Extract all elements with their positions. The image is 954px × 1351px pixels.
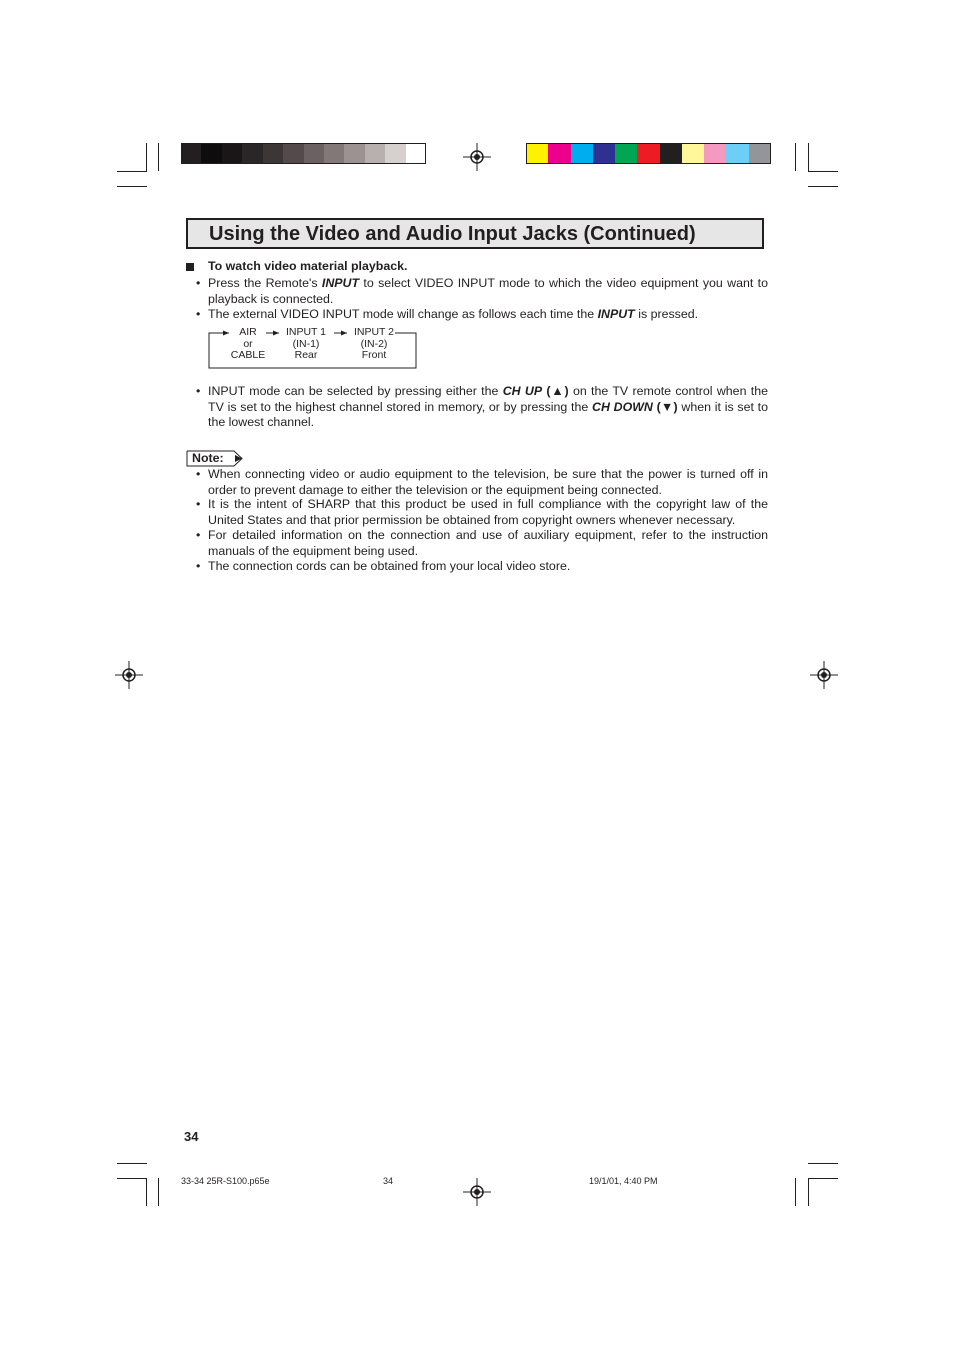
- ch-up-label: CH UP: [502, 384, 543, 398]
- bullet-icon: •: [196, 497, 201, 511]
- diagram-node-line: AIR: [239, 326, 257, 338]
- crop-mark: [808, 171, 838, 172]
- input-key-label: INPUT: [321, 276, 360, 290]
- bullet-icon: •: [196, 307, 201, 321]
- bullet-icon: •: [196, 276, 201, 290]
- note-item: The connection cords can be obtained from your local video store.: [208, 559, 571, 573]
- registration-mark-icon: [810, 661, 838, 689]
- diagram-node-line: INPUT 2: [353, 326, 395, 338]
- diagram-node-air: [223, 327, 273, 362]
- down-arrow-label: (▼): [652, 399, 678, 414]
- ch-down-label: CH DOWN: [592, 399, 653, 414]
- crop-mark: [117, 1163, 147, 1164]
- registration-mark-icon: [463, 143, 491, 171]
- diagram-node-line: or: [243, 337, 253, 350]
- crop-mark: [808, 1178, 838, 1179]
- diagram-node-line: (IN-2): [360, 337, 388, 350]
- crop-mark: [795, 143, 796, 171]
- bullet-icon: •: [196, 559, 201, 573]
- registration-mark-icon: [463, 1178, 491, 1206]
- registration-mark-icon: [115, 661, 143, 689]
- diagram-node-line: (IN-1): [292, 337, 320, 350]
- bullet-icon: •: [196, 528, 201, 542]
- bullet-icon: •: [196, 384, 201, 398]
- crop-mark: [117, 1178, 147, 1179]
- footer-file-name: 33-34 25R-S100.p65e: [181, 1176, 270, 1186]
- input-key-label: INPUT: [597, 307, 635, 321]
- crop-mark: [795, 1178, 796, 1206]
- crop-mark: [158, 1178, 159, 1206]
- bullet-item: [208, 307, 768, 323]
- square-bullet-icon: [186, 263, 194, 271]
- diagram-node-input1: [277, 327, 335, 362]
- section-heading: To watch video material playback.: [208, 259, 408, 273]
- bullet-icon: •: [196, 467, 201, 481]
- crop-mark: [146, 1178, 147, 1206]
- note-label: Note:: [192, 451, 224, 465]
- crop-mark: [146, 143, 147, 171]
- grayscale-bar-outline: [181, 143, 426, 164]
- crop-mark: [808, 186, 838, 187]
- bullet-text: The external VIDEO INPUT mode will change as follows each time the: [208, 307, 598, 321]
- crop-mark: [808, 143, 809, 171]
- bullet-text: when it is set to the lowest channel.: [208, 399, 768, 429]
- section-title-box: [186, 218, 764, 249]
- note-item: It is the intent of SHARP that this product be used in full compliance with the copyright law of the United States and that prior permission be obtained from copyright owners whenever necessary.: [208, 497, 768, 527]
- crop-mark: [808, 1178, 809, 1206]
- diagram-node-line: Rear: [294, 349, 318, 361]
- bullet-item: [208, 384, 768, 431]
- bullet-item: [208, 276, 768, 307]
- crop-mark: [158, 143, 159, 171]
- bullet-text: Press the Remote's: [208, 276, 322, 290]
- diagram-node-line: Front: [361, 349, 387, 361]
- color-bar-outline: [526, 143, 771, 164]
- bullet-text: is pressed.: [634, 307, 699, 321]
- bullet-text: on the TV remote control when the TV is set to the highest channel stored in memory, or by pressing the: [208, 384, 768, 414]
- bullet-text: to select VIDEO INPUT mode to which the video equipment you want to playback is connected.: [208, 276, 768, 306]
- diagram-node-line: INPUT 1: [285, 326, 327, 338]
- bullet-text: INPUT mode can be selected by pressing either the: [208, 384, 503, 398]
- page-number: 34: [184, 1129, 199, 1144]
- crop-mark: [117, 171, 147, 172]
- up-arrow-label: (▲): [542, 384, 569, 398]
- diagram-node-line: CABLE: [230, 349, 266, 361]
- footer-page: 34: [383, 1176, 394, 1186]
- note-item: For detailed information on the connection and use of auxiliary equipment, refer to the instruction manuals of the equipment being used.: [208, 528, 768, 558]
- footer-date: 19/1/01, 4:40 PM: [589, 1176, 658, 1186]
- note-item: When connecting video or audio equipment to the television, be sure that the power is turned off in order to prevent damage to either the television or the equipment being connected.: [208, 467, 768, 497]
- diagram-node-input2: [345, 327, 403, 362]
- crop-mark: [117, 186, 147, 187]
- crop-mark: [808, 1163, 838, 1164]
- page-title: Using the Video and Audio Input Jacks (Continued): [209, 223, 696, 245]
